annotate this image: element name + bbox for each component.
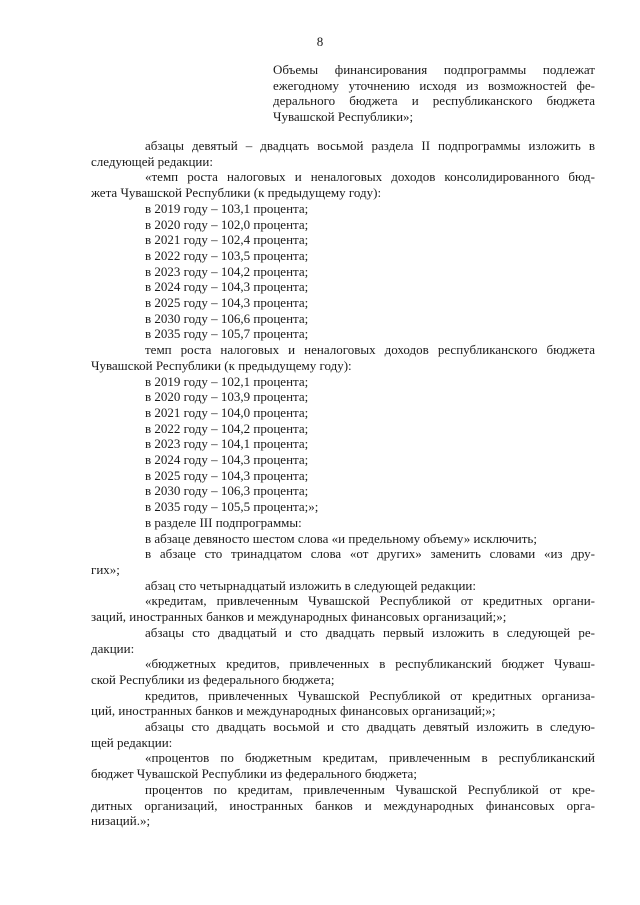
text-line: в 2030 году – 106,3 процента; [145, 483, 309, 499]
text-line: ций, иностранных банков и международных финансовых организаций;»; [91, 703, 496, 719]
text-line: заций, иностранных банков и международных финансовых организаций;»; [91, 609, 507, 625]
financing-note-line: ежегодному уточнению исходя из возможностей фе- [273, 77, 595, 93]
text-line: абзацы сто двадцать восьмой и сто двадцать девятый изложить в следую- [145, 719, 595, 735]
text-line: в 2019 году – 102,1 процента; [145, 373, 309, 389]
text-line: абзац сто четырнадцатый изложить в следующей редакции: [145, 577, 476, 593]
text-line: в 2030 году – 106,6 процента; [145, 310, 309, 326]
text-line: в 2024 году – 104,3 процента; [145, 279, 309, 295]
text-line: в 2035 году – 105,7 процента; [145, 326, 309, 342]
financing-note [273, 62, 595, 124]
text-line: процентов по кредитам, привлеченным Чувашской Республикой от кре- [145, 781, 595, 797]
text-line: в 2025 году – 104,3 процента; [145, 295, 309, 311]
text-line: «кредитам, привлеченным Чувашской Республикой от кредитных органи- [145, 593, 595, 609]
text-line: в абзаце девяносто шестом слова «и предельному объему» исключить; [145, 530, 537, 546]
text-line: низаций.»; [91, 813, 151, 829]
text-line: следующей редакции: [91, 153, 213, 169]
text-line: дакции: [91, 640, 135, 656]
text-line: «темп роста налоговых и неналоговых доходов консолидированного бюд- [145, 169, 595, 185]
amendment-text [91, 138, 595, 829]
text-line: ской Республики из федерального бюджета; [91, 671, 335, 687]
text-line: гих»; [91, 561, 120, 577]
text-line: в 2025 году – 104,3 процента; [145, 467, 309, 483]
text-line: в 2020 году – 102,0 процента; [145, 216, 309, 232]
page-number: 8 [316, 34, 324, 49]
text-line: в 2021 году – 102,4 процента; [145, 232, 309, 248]
financing-note-line: Объемы финансирования подпрограммы подлежат [273, 62, 595, 77]
financing-note-line: дерального бюджета и республиканского бюджета [273, 93, 595, 108]
text-line: в 2022 году – 104,2 процента; [145, 420, 309, 436]
text-line: абзацы сто двадцатый и сто двадцать первый изложить в следующей ре- [145, 624, 595, 640]
text-line: Чувашской Республики (к предыдущему году): [91, 357, 352, 373]
text-line: в разделе III подпрограммы: [145, 514, 302, 530]
text-line: в 2022 году – 103,5 процента; [145, 247, 309, 263]
text-line: в 2035 году – 105,5 процента;»; [145, 499, 319, 515]
text-line: «процентов по бюджетным кредитам, привлеченным в республиканский [145, 750, 595, 766]
text-line: темп роста налоговых и неналоговых доходов республиканского бюджета [145, 342, 595, 358]
text-line: кредитов, привлеченных Чувашской Республикой от кредитных организа- [145, 687, 595, 703]
text-line: в абзаце сто тринадцатом слова «от других» заменить словами «из дру- [145, 546, 595, 562]
text-line: бюджет Чувашской Республики из федерального бюджета; [91, 766, 417, 782]
text-line: «бюджетных кредитов, привлеченных в республиканский бюджет Чуваш- [145, 656, 595, 672]
text-line: абзацы девятый – двадцать восьмой раздела II подпрограммы изложить в [145, 138, 595, 153]
text-line: в 2024 году – 104,3 процента; [145, 452, 309, 468]
text-line: в 2020 году – 103,9 процента; [145, 389, 309, 405]
financing-note-line: Чувашской Республики»; [273, 108, 414, 124]
text-line: в 2023 году – 104,2 процента; [145, 263, 309, 279]
text-line: дитных организаций, иностранных банков и международных финансовых орга- [91, 797, 595, 813]
text-line: жета Чувашской Республики (к предыдущему году): [91, 185, 382, 201]
text-line: щей редакции: [91, 734, 173, 750]
text-line: в 2019 году – 103,1 процента; [145, 200, 309, 216]
text-line: в 2023 году – 104,1 процента; [145, 436, 309, 452]
text-line: в 2021 году – 104,0 процента; [145, 404, 309, 420]
